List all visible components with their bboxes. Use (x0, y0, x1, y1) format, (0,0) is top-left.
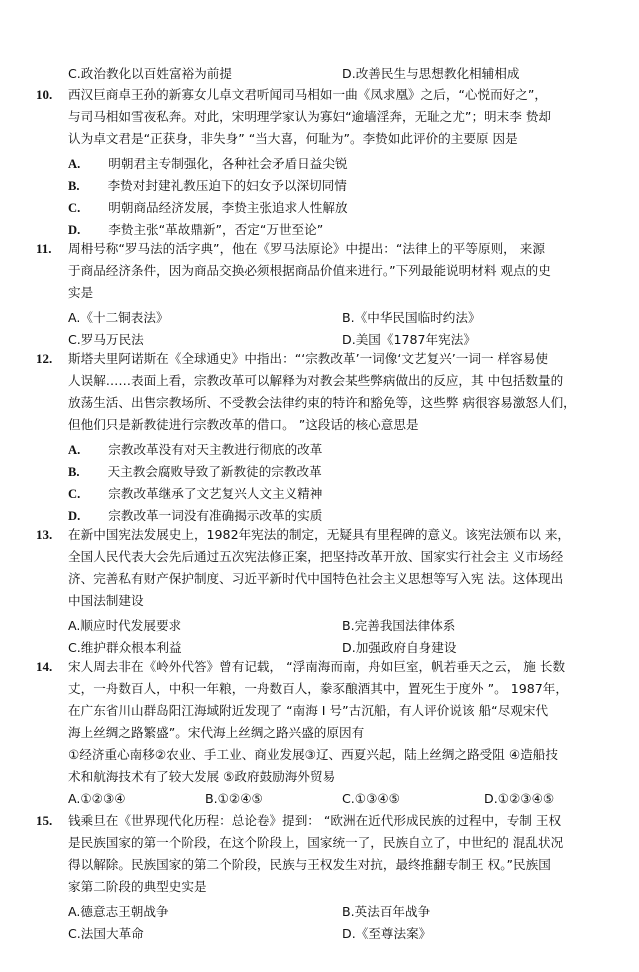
option-b[interactable] (68, 175, 347, 194)
option-text: 李贽主张“革故鼎新”，否定“万世至论” (108, 222, 324, 237)
option-letter: C. (68, 487, 81, 501)
option-b[interactable]: B.《中华民国临时约法》 (342, 310, 481, 325)
option-text: 李贽对封建礼教压迫下的妇女予以深切同情 (107, 178, 347, 193)
option-c[interactable]: C.法国大革命 (68, 926, 144, 941)
question-stem-line: 西汉巨商卓王孙的新寡女儿卓文君听闻司马相如一曲《凤求凰》之后，“心悦而好之”， (68, 87, 548, 102)
option-d[interactable]: D.美国《1787年宪法》 (342, 332, 476, 347)
option-letter: A. (68, 443, 81, 457)
question-stem-line: 斯塔夫里阿诺斯在《全球通史》中指出：“‘宗教改革’一词像‘文艺复兴’一词一 样容易使 (68, 351, 548, 366)
option-text: 天主教会腐败导致了新教徒的宗教改革 (107, 464, 322, 479)
question-stem-line: 人误解……表面上看，宗教改革可以解释为对教会某些弊病做出的反应，其 中包括数量的 (68, 373, 564, 388)
question-stem-line: 中国法制建设 (68, 593, 144, 608)
option-d[interactable]: D.加强政府自身建设 (342, 640, 457, 655)
question-stem-line: 宋人周去非在《岭外代答》曾有记载， “浮南海而南，舟如巨室，帆若垂天之云， 施 长数 (68, 659, 566, 674)
option-c[interactable] (68, 197, 348, 216)
question-stem-line: ①经济重心南移②农业、手工业、商业发展③辽、西夏兴起，陆上丝绸之路受阻 ④造船技 (68, 747, 558, 762)
question-stem-line: 放荡生活、出售宗教场所、不受教会法律约束的特许和豁免等，这些弊 病很容易激怒人们， (68, 395, 576, 410)
option-letter: A. (68, 157, 81, 171)
option-b[interactable]: B.①②④⑤ (205, 791, 263, 806)
option-b[interactable]: B.英法百年战争 (342, 904, 431, 919)
question-stem-line: 济、完善私有财产保护制度、习近平新时代中国特色社会主义思想等写入宪 法。这体现出 (68, 571, 564, 586)
question-stem-line: 是民族国家的第一个阶段，在这个阶段上，国家统一了，民族自立了，中世纪的 混乱状况 (68, 835, 564, 850)
option-text: 宗教改革继承了文艺复兴人文主义精神 (108, 486, 323, 501)
option-a[interactable]: A.德意志王朝战争 (68, 904, 169, 919)
question-stem-line: 术和航海技术有了较大发展 ⑤政府鼓励海外贸易 (68, 769, 336, 784)
option-d[interactable] (68, 505, 322, 524)
option-text: 宗教改革没有对天主教进行彻底的改革 (108, 442, 323, 457)
option-a[interactable] (68, 153, 348, 172)
question-number: 10. (36, 87, 53, 102)
question-stem-line: 丈，一舟数百人，中积一年粮，一舟数百人，豢豕酿酒其中，置死生于度外 ”。 1987年， (68, 681, 568, 696)
question-stem-line: 家第二阶段的典型史实是 (68, 879, 207, 894)
question-stem-line: 与司马相如雪夜私奔。对此，宋明理学家认为寡妇“逾墙淫奔，无耻之尤”；明末李 贽却 (68, 109, 552, 124)
option-d[interactable]: D.《至尊法案》 (342, 926, 432, 941)
option-text: 明朝商品经济发展，李贽主张追求人性解放 (108, 200, 348, 215)
q9-option-c: C.政治教化以百姓富裕为前提 (68, 66, 232, 81)
question-stem-line: 海上丝绸之路繁盛”。宋代海上丝绸之路兴盛的原因有 (68, 725, 365, 740)
question-number: 13. (36, 527, 53, 542)
option-b[interactable]: B.完善我国法律体系 (342, 618, 456, 633)
option-a[interactable]: A.顺应时代发展要求 (68, 618, 182, 633)
option-text: 宗教改革一词没有准确揭示改革的实质 (108, 508, 323, 523)
option-b[interactable] (68, 461, 322, 480)
option-a[interactable]: A.①②③④ (68, 791, 126, 806)
option-letter: B. (68, 179, 80, 193)
question-number: 14. (36, 659, 53, 674)
question-stem-line: 认为卓文君是“正获身，非失身” “当大喜，何耻为”。李贽如此评价的主要原 因是 (68, 131, 518, 146)
option-c[interactable] (68, 483, 322, 502)
question-stem-line: 但他们只是新教徒进行宗教改革的借口。 ”这段话的核心意思是 (68, 417, 419, 432)
option-letter: B. (68, 465, 80, 479)
question-stem-line: 钱乘旦在《世界现代化历程：总论卷》提到： “欧洲在近代形成民族的过程中，专制 王权 (68, 813, 562, 828)
question-stem-line: 在广东省川山群岛阳江海域附近发现了 “南海 I 号”古沉船，有人评价说该 船“尽观宋代 (68, 703, 549, 718)
question-stem-line: 在新中国宪法发展史上，1982年宪法的制定，无疑具有里程碑的意义。该宪法颁布以 来， (68, 527, 571, 542)
option-c[interactable]: C.①③④⑤ (342, 791, 400, 806)
q9-option-d: D.改善民生与思想教化相辅相成 (342, 66, 520, 81)
option-c[interactable]: C.维护群众根本利益 (68, 640, 182, 655)
question-stem-line: 周枏号称“罗马法的活字典”，他在《罗马法原论》中提出：“法律上的平等原则， 来源 (68, 241, 545, 256)
question-stem-line: 实是 (68, 285, 94, 300)
question-number: 11. (36, 241, 52, 256)
option-text: 明朝君主专制强化，各种社会矛盾日益尖锐 (108, 156, 348, 171)
option-letter: D. (68, 509, 81, 523)
question-number: 12. (36, 351, 53, 366)
option-d[interactable]: D.①②③④⑤ (484, 791, 555, 806)
option-letter: D. (68, 223, 81, 237)
question-stem-line: 全国人民代表大会先后通过五次宪法修正案，把坚持改革开放、国家实行社会主 义市场经 (68, 549, 564, 564)
option-letter: C. (68, 201, 81, 215)
option-a[interactable]: A.《十二铜表法》 (68, 310, 169, 325)
option-a[interactable] (68, 439, 322, 458)
question-stem-line: 得以解除。民族国家的第二个阶段，民族与王权发生对抗，最终推翻专制王 权。”民族国 (68, 857, 551, 872)
question-stem-line: 于商品经济条件，因为商品交换必须根据商品价值来进行。”下列最能说明材料 观点的史 (68, 263, 551, 278)
option-c[interactable]: C.罗马万民法 (68, 332, 144, 347)
question-number: 15. (36, 813, 53, 828)
option-d[interactable] (68, 219, 323, 238)
